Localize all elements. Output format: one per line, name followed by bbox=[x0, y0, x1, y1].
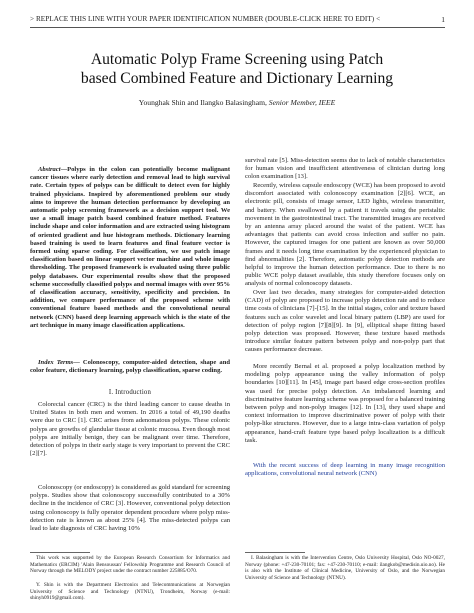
body-paragraph-wce: Recently, wireless capsule endoscopy (WCE) has been proposed to avoid discomfort associated with colonoscopy examination [2][6]. WCE, an electronic pill, consists of image sensor, LED lights, wireless transmitter, and battery. When swallowed by a patient it travels using the peristaltic movement in the gastrointestinal tract. The transmitted images are received by an antenna array placed around the waist of the patient. WCE has advantages that patients can avoid cross infection and suffer no pain. However, the captured images for one patient are known as over 50,000 frames and it needs long time examination by the experienced physician to find abnormalities [2]. Therefore, automatic polyp detection methods are helpful to improve the human detection performance. Due to there is no public WCE polyp dataset available, this study therefore focuses only on analysis of normal colonoscopy datasets. bbox=[245, 182, 445, 288]
footnote-rule-right bbox=[245, 552, 305, 553]
footnote-rule bbox=[30, 552, 90, 553]
author-names: Younghak Shin and Ilangko Balasingham, bbox=[138, 98, 269, 107]
body-paragraph-localization: More recently Bernal et al. proposed a polyp localization method by modeling polyp appearance using the valley information of polyp boundaries [10][11]. In [45], image part based edge cross-section profiles was used for precise polyp detection. An imbalanced learning and discriminative feature learning scheme was proposed for a balanced training between polyp and non-polyp images [12]. In [13], they used shape and context information to improve discriminative power of polyp with their polyp-like structures. However, due to a large intra-class variation of polyp appearance, hand-craft feature type based polyp localization is a difficult task. bbox=[245, 363, 445, 444]
body-paragraph-deep-learning: With the recent success of deep learning in many image recognition applications, convolutional neural network (CNN) bbox=[245, 462, 445, 478]
author-role: Senior Member, IEEE bbox=[268, 98, 336, 107]
footnote-author-shin: Y. Shin is with the Department Electronics and Telecommunications at Norwegian University of Science and Technology (NTNU), Trondheim, Norway (e-mail: shinyh0919@gmail.com). bbox=[30, 582, 230, 601]
abstract bbox=[30, 166, 230, 354]
header-text[interactable]: > REPLACE THIS LINE WITH YOUR PAPER IDENTIFICATION NUMBER (DOUBLE-CLICK HERE TO EDIT) < bbox=[30, 15, 381, 23]
body-paragraph-survival: survival rate [5]. Miss-detection seems due to lack of notable characteristics for human vision and insufficient attentiveness of clinician during long colon examination [13]. bbox=[245, 157, 445, 181]
footnote-funding: This work was supported by the European Research Consortium for Informatics and Mathematics (ERCIM) 'Alain Bensoussan' Fellowship Programme and Research Council of Norway through the MELODY project under the contract number 225885/O70. bbox=[30, 555, 230, 574]
author-line bbox=[20, 98, 454, 107]
header-rule bbox=[30, 27, 445, 28]
running-header bbox=[30, 15, 445, 25]
body-paragraph-cad: Over last two decades, many strategies for computer-aided detection (CAD) of polyp are proposed to increase polyp detection rate and to reduce time costs of clinicians [7]-[15]. In the initial stages, color and texture based features such as color wavelet and local binary pattern (LBP) are used for detection of polyp region [7][8][9]. In [9], elliptical shape fitting based polyp detection was proposed. However, these texture based methods introduce similar feature pattern between polyp and non-polyp part that causes performance decrease. bbox=[245, 289, 445, 354]
index-terms-text: — Colonoscopy, computer-aided detection, shape and color feature, dictionary learning, polyp classification, sparse coding. bbox=[30, 359, 230, 375]
title-line-2: based Combined Feature and Dictionary Learning bbox=[80, 69, 394, 87]
index-terms bbox=[30, 359, 230, 384]
page-number: 1 bbox=[441, 15, 445, 24]
footnote-author-balasingham: I. Balasingham is with the Intervention Centre, Oslo University Hospital, Oslo NO-0027, Norway (phone: +47-230-70101; fax: +47-230-70110; e-mail: ilangkob@medisin.uio.no). He is also with the Institute of Clinical Medicine, University of Oslo, and the Norwegian University of Science and Technology (NTNU). bbox=[245, 555, 445, 581]
paper-title bbox=[20, 51, 454, 88]
abstract-label: Abstract bbox=[38, 166, 61, 173]
title-line-1: Automatic Polyp Frame Screening using Patch bbox=[90, 51, 384, 68]
section-heading-introduction: I. Introduction bbox=[108, 389, 152, 396]
intro-paragraph-2: Colonoscopy (or endoscopy) is considered as gold standard for screening polyps. Studies show that colonoscopy successfully contributed to a 30% decline in the incidence of CRC [3]. However, conventional polyp detection using colonoscopy is fully operator dependent procedure where polyp miss-detection rate is known as about 25% [4]. The miss-detected polyps can lead to late diagnosis of CRC having 10% bbox=[30, 484, 230, 533]
index-terms-label: Index Terms bbox=[38, 359, 74, 366]
abstract-text: —Polyps in the colon can potentially become malignant cancer tissues where early detection and removal lead to high survival rate. Certain types of polyps can be difficult to detect even for highly trained physicians. Inspired by aforementioned problem our study aims to improve the human detection performance by developing an automatic polyp screening framework as a decision support tool. We use a small image patch based combined feature method. Features include shape and color information and are extracted using histogram of oriented gradient and hue histogram methods. Dictionary learning based training is used to learn features and final feature vector is formed using sparse coding. For classification, we use patch image classification based on linear support vector machine and whole image thresholding. The proposed framework is evaluated using three public polyp databases. Our experimental results show that the proposed scheme successfully classified polyps and normal images with over 95% of classification accuracy, sensitivity, specificity and precision. In addition, we compare performance of the proposed scheme with conventional feature based methods and the convolutional neural network (CNN) based deep learning approach which is the state of the art technique in many image classification applications. bbox=[30, 166, 230, 329]
intro-paragraph-1: Colorectal cancer (CRC) is the third leading cancer to cause deaths in United States in both men and women. In 2016 a total of 49,190 deaths were due to CRC [1]. CRC arises from adenomatous polyps. These colonic polyps are growths of glandular tissue at colonic mucosa. Even though most polyps are initially benign, they can be malignant over time. Therefore, detection of polyps in their early stage is very important to prevent the CRC [2][7]. bbox=[30, 401, 230, 458]
